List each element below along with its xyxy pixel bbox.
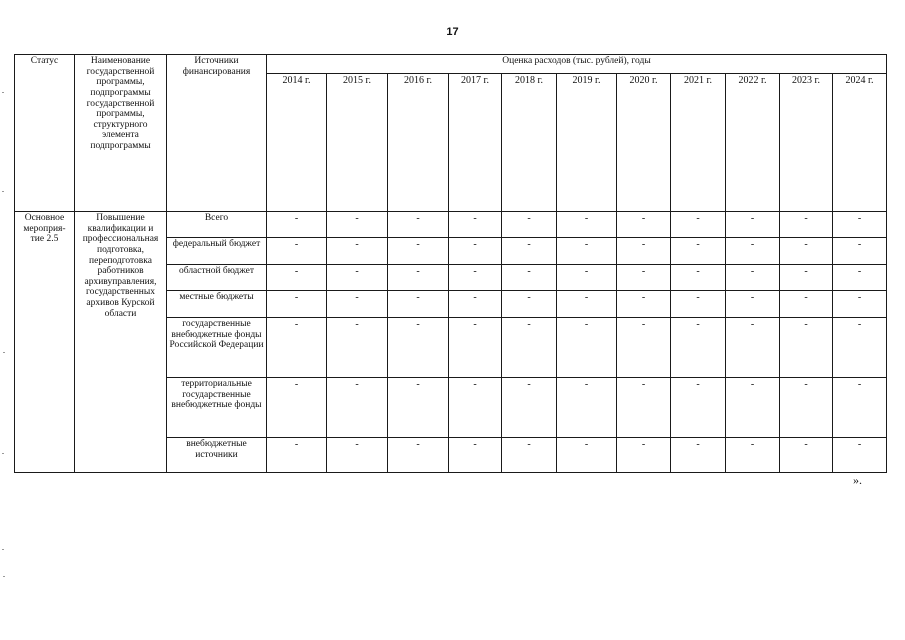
expense-value-cell: - [557, 318, 617, 378]
expense-value-cell: - [449, 378, 502, 438]
expense-value-cell: - [780, 212, 833, 238]
expense-value-cell: - [388, 212, 449, 238]
expense-value-cell: - [502, 291, 557, 318]
funding-source-cell: федеральный бюджет [167, 238, 267, 265]
scan-mark [3, 352, 5, 353]
year-header: 2023 г. [780, 74, 833, 212]
expense-value-cell: - [671, 212, 726, 238]
expense-value-cell: - [833, 318, 887, 378]
expense-value-cell: - [267, 291, 327, 318]
expense-value-cell: - [388, 291, 449, 318]
expense-value-cell: - [780, 438, 833, 473]
scan-mark [3, 576, 5, 577]
expense-value-cell: - [671, 238, 726, 265]
funding-source-cell: Всего [167, 212, 267, 238]
year-header: 2021 г. [671, 74, 726, 212]
status-cell: Основное мероприя-тие 2.5 [15, 212, 75, 473]
expense-value-cell: - [388, 378, 449, 438]
expense-value-cell: - [449, 238, 502, 265]
expense-value-cell: - [833, 378, 887, 438]
expense-value-cell: - [327, 438, 388, 473]
funding-source-cell: внебюджетные источники [167, 438, 267, 473]
expense-value-cell: - [388, 238, 449, 265]
year-header: 2017 г. [449, 74, 502, 212]
expense-value-cell: - [449, 318, 502, 378]
expense-value-cell: - [267, 265, 327, 291]
expense-value-cell: - [557, 291, 617, 318]
funding-source-cell: местные бюджеты [167, 291, 267, 318]
scan-mark [2, 549, 4, 550]
expense-value-cell: - [327, 212, 388, 238]
expense-value-cell: - [726, 318, 780, 378]
header-expense-estimate: Оценка расходов (тыс. рублей), годы [267, 55, 887, 74]
expenses-table [14, 54, 887, 473]
expense-value-cell: - [388, 438, 449, 473]
expense-value-cell: - [267, 238, 327, 265]
expense-value-cell: - [267, 318, 327, 378]
expense-value-cell: - [617, 318, 671, 378]
expense-value-cell: - [267, 378, 327, 438]
year-header: 2018 г. [502, 74, 557, 212]
page-number: 17 [446, 26, 459, 38]
expense-value-cell: - [833, 265, 887, 291]
expense-value-cell: - [671, 318, 726, 378]
expense-value-cell: - [502, 438, 557, 473]
expense-value-cell: - [726, 378, 780, 438]
expense-value-cell: - [671, 438, 726, 473]
year-header: 2014 г. [267, 74, 327, 212]
expense-value-cell: - [617, 438, 671, 473]
expense-value-cell: - [617, 212, 671, 238]
expense-value-cell: - [780, 318, 833, 378]
funding-source-cell: территориальные государственные внебюджетные фонды [167, 378, 267, 438]
expense-value-cell: - [726, 212, 780, 238]
closing-quote-mark: ». [853, 473, 862, 487]
expense-value-cell: - [557, 212, 617, 238]
expense-value-cell: - [449, 291, 502, 318]
year-header: 2024 г. [833, 74, 887, 212]
expense-value-cell: - [833, 438, 887, 473]
program-name-cell: Повышение квалификации и профессиональная подготовка, переподготовка работников архивуправления, государственных архивов Курской области [75, 212, 167, 473]
expense-value-cell: - [726, 438, 780, 473]
header-funding-sources: Источники финансирования [167, 55, 267, 212]
expense-value-cell: - [502, 212, 557, 238]
expense-value-cell: - [671, 265, 726, 291]
scan-mark [2, 92, 4, 93]
expense-value-cell: - [327, 378, 388, 438]
table-body [15, 212, 887, 473]
year-header: 2016 г. [388, 74, 449, 212]
expense-value-cell: - [557, 378, 617, 438]
expense-value-cell: - [388, 265, 449, 291]
expense-value-cell: - [833, 212, 887, 238]
table-row [15, 212, 887, 238]
expense-value-cell: - [267, 438, 327, 473]
expense-value-cell: - [617, 378, 671, 438]
expense-value-cell: - [449, 265, 502, 291]
year-header: 2015 г. [327, 74, 388, 212]
expense-value-cell: - [557, 265, 617, 291]
expense-value-cell: - [502, 318, 557, 378]
expense-value-cell: - [833, 238, 887, 265]
expense-value-cell: - [780, 265, 833, 291]
expense-value-cell: - [780, 291, 833, 318]
expense-value-cell: - [327, 238, 388, 265]
funding-source-cell: областной бюджет [167, 265, 267, 291]
expense-value-cell: - [726, 238, 780, 265]
expense-value-cell: - [557, 238, 617, 265]
expense-value-cell: - [502, 265, 557, 291]
expense-value-cell: - [617, 238, 671, 265]
expense-value-cell: - [449, 212, 502, 238]
expense-value-cell: - [502, 378, 557, 438]
expense-value-cell: - [780, 238, 833, 265]
expense-value-cell: - [557, 438, 617, 473]
year-header: 2019 г. [557, 74, 617, 212]
expense-value-cell: - [449, 438, 502, 473]
expense-value-cell: - [833, 291, 887, 318]
expense-value-cell: - [780, 378, 833, 438]
year-header: 2020 г. [617, 74, 671, 212]
scan-mark [2, 453, 4, 454]
expense-value-cell: - [671, 378, 726, 438]
expense-value-cell: - [671, 291, 726, 318]
expense-value-cell: - [327, 318, 388, 378]
expense-value-cell: - [617, 265, 671, 291]
header-program-name: Наименование государственной программы, подпрограммы государственной программы, структурного элемента подпрограммы [75, 55, 167, 212]
expense-value-cell: - [726, 265, 780, 291]
year-header: 2022 г. [726, 74, 780, 212]
expense-value-cell: - [267, 212, 327, 238]
header-row-top [15, 55, 887, 74]
expense-value-cell: - [617, 291, 671, 318]
expense-value-cell: - [327, 265, 388, 291]
header-status: Статус [15, 55, 75, 212]
expense-value-cell: - [726, 291, 780, 318]
expense-value-cell: - [327, 291, 388, 318]
expense-value-cell: - [502, 238, 557, 265]
scan-mark [2, 191, 4, 192]
funding-source-cell: государственные внебюджетные фонды Российской Федерации [167, 318, 267, 378]
expense-value-cell: - [388, 318, 449, 378]
